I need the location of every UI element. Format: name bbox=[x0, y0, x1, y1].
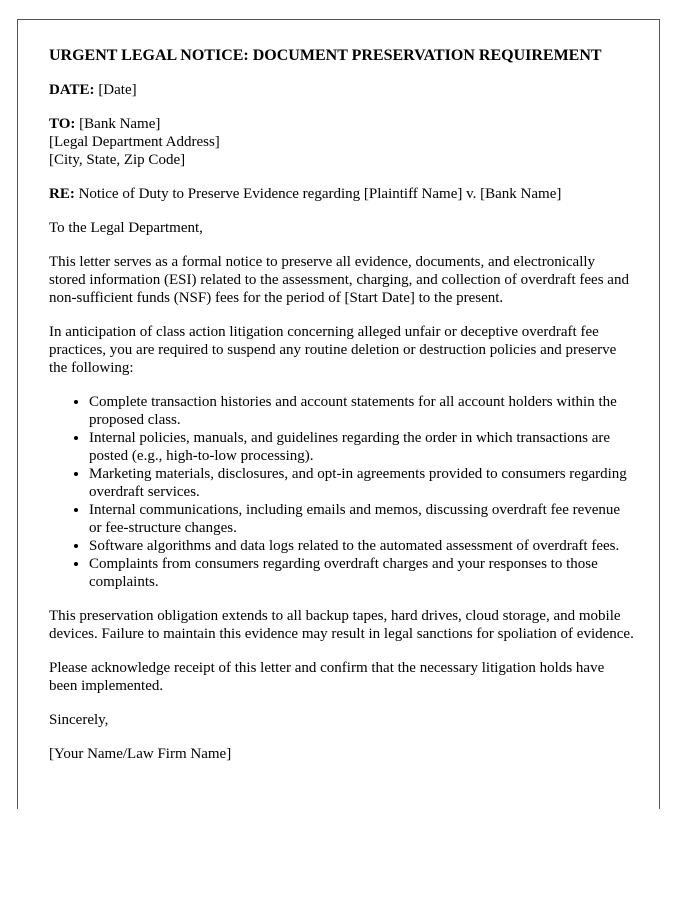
date-line bbox=[49, 81, 634, 99]
recipient-name: [Bank Name] bbox=[79, 116, 161, 132]
body-paragraph-3: This preservation obligation extends to all backup tapes, hard drives, cloud storage, and mobile devices. Failure to maintain this evidence may result in legal sanctions for spoliation of evidence. bbox=[49, 608, 634, 642]
preservation-list bbox=[49, 393, 634, 591]
body-paragraph-2: In anticipation of class action litigation concerning alleged unfair or deceptive overdraft fee practices, you are required to suspend any routine deletion or destruction policies and preserve the following: bbox=[49, 324, 617, 376]
body-paragraph-4: Please acknowledge receipt of this letter and confirm that the necessary litigation holds have been implemented. bbox=[49, 660, 605, 694]
recipient-line-2: [Legal Department Address] bbox=[49, 134, 220, 150]
list-item: • Internal policies, manuals, and guidelines regarding the order in which transactions are posted (e.g., high-to-low processing). bbox=[89, 429, 634, 465]
salutation: To the Legal Department, bbox=[49, 220, 203, 236]
list-item: • Complaints from consumers regarding overdraft charges and your responses to those complaints. bbox=[89, 555, 634, 591]
letter-page bbox=[17, 19, 660, 809]
closing: Sincerely, bbox=[49, 712, 109, 728]
recipient-line-3: [City, State, Zip Code] bbox=[49, 152, 186, 168]
date-label: DATE: bbox=[49, 82, 95, 98]
date-value: [Date] bbox=[98, 82, 137, 98]
signature: [Your Name/Law Firm Name] bbox=[49, 746, 232, 762]
recipient-block bbox=[49, 115, 634, 169]
recipient-line-1 bbox=[49, 115, 634, 133]
re-value: Notice of Duty to Preserve Evidence regarding [Plaintiff Name] v. [Bank Name] bbox=[78, 186, 562, 202]
list-item: • Marketing materials, disclosures, and opt-in agreements provided to consumers regarding overdraft services. bbox=[89, 465, 634, 501]
letter-title: URGENT LEGAL NOTICE: DOCUMENT PRESERVATION REQUIREMENT bbox=[49, 47, 602, 64]
list-item: • Software algorithms and data logs related to the automated assessment of overdraft fees. bbox=[89, 537, 634, 555]
list-item: • Internal communications, including emails and memos, discussing overdraft fee revenue or fee-structure changes. bbox=[89, 501, 634, 537]
list-item: • Complete transaction histories and account statements for all account holders within the proposed class. bbox=[89, 393, 634, 429]
re-label: RE: bbox=[49, 186, 75, 202]
body-paragraph-1: This letter serves as a formal notice to preserve all evidence, documents, and electronically stored information (ESI) related to the assessment, charging, and collection of overdraft fees and non-sufficient funds (NSF) fees for the period of [Start Date] to the present. bbox=[49, 254, 629, 306]
re-line bbox=[49, 185, 634, 203]
to-label: TO: bbox=[49, 116, 76, 132]
